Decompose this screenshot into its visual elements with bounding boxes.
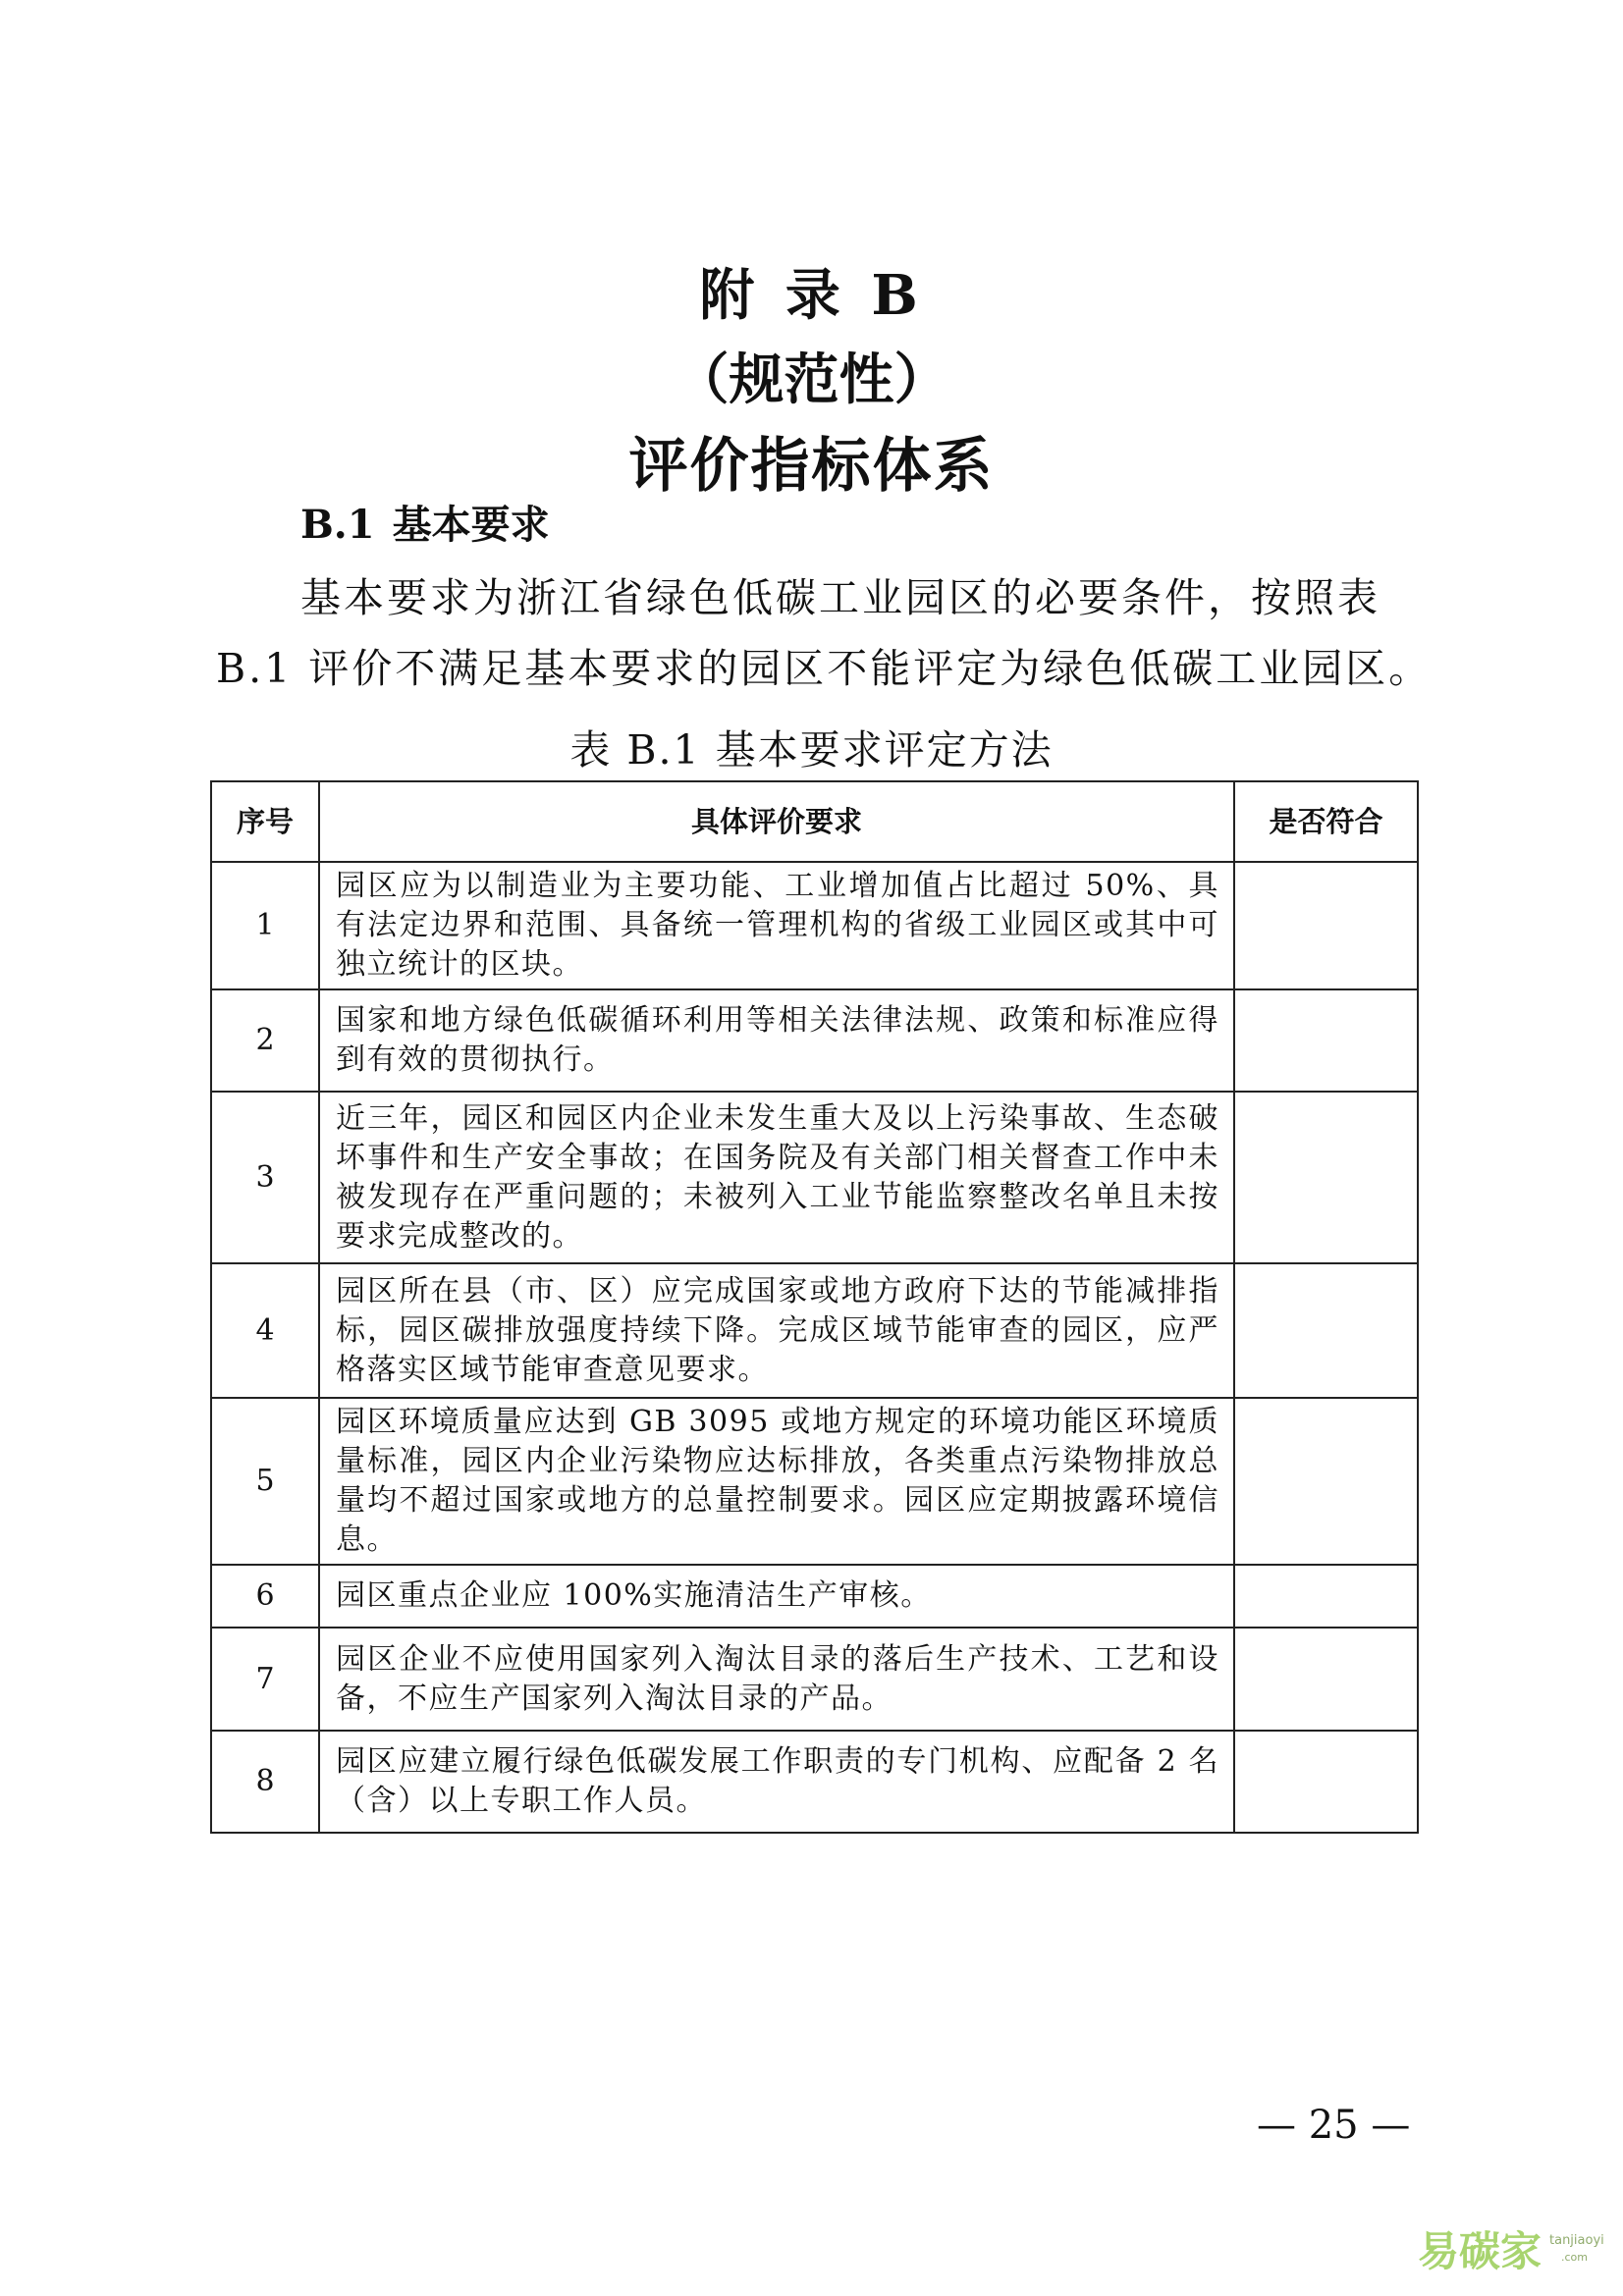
table-header-row bbox=[211, 781, 1418, 862]
row-compliance-cell bbox=[1234, 1092, 1418, 1263]
row-compliance-cell bbox=[1234, 1398, 1418, 1565]
appendix-title-line1: 附 录 B bbox=[699, 263, 924, 328]
row-number: 7 bbox=[211, 1628, 319, 1731]
row-compliance-cell bbox=[1234, 989, 1418, 1092]
row-compliance-cell bbox=[1234, 1628, 1418, 1731]
row-number: 1 bbox=[211, 862, 319, 989]
watermark-logo bbox=[1375, 2223, 1604, 2282]
row-requirement: 园区应为以制造业为主要功能、工业增加值占比超过 50%、具有法定边界和范围、具备统一管理机构的省级工业园区或其中可独立统计的区块。 bbox=[319, 862, 1234, 989]
paragraph-line1: 基本要求为浙江省绿色低碳工业园区的必要条件，按照表 bbox=[300, 574, 1380, 621]
table-row bbox=[211, 1731, 1418, 1833]
paragraph-line2: B.1 评价不满足基本要求的园区不能评定为绿色低碳工业园区。 bbox=[216, 645, 1433, 692]
page-number: — 25 — bbox=[1257, 2103, 1411, 2148]
row-number: 3 bbox=[211, 1092, 319, 1263]
section-number: B.1 bbox=[300, 502, 375, 548]
table-row bbox=[211, 989, 1418, 1092]
section-heading bbox=[300, 499, 550, 552]
table-row bbox=[211, 1092, 1418, 1263]
row-requirement: 近三年，园区和园区内企业未发生重大及以上污染事故、生态破坏事件和生产安全事故；在国务院及有关部门相关督查工作中未被发现存在严重问题的；未被列入工业节能监察整改名单且未按要求完成整改的。 bbox=[319, 1092, 1234, 1263]
row-compliance-cell bbox=[1234, 862, 1418, 989]
appendix-title-line3: 评价指标体系 bbox=[628, 432, 995, 501]
header-requirement: 具体评价要求 bbox=[319, 781, 1234, 862]
row-number: 2 bbox=[211, 989, 319, 1092]
row-number: 4 bbox=[211, 1263, 319, 1398]
table-row bbox=[211, 862, 1418, 989]
table-row bbox=[211, 1628, 1418, 1731]
appendix-title bbox=[0, 253, 1623, 510]
watermark-domain-suffix: .com bbox=[1561, 2251, 1588, 2264]
watermark-domain: tanjiaoyi bbox=[1549, 2233, 1604, 2248]
row-requirement: 园区重点企业应 100%实施清洁生产审核。 bbox=[319, 1565, 1234, 1628]
table-caption: 表 B.1 基本要求评定方法 bbox=[569, 726, 1054, 774]
table-row bbox=[211, 1263, 1418, 1398]
row-requirement: 园区企业不应使用国家列入淘汰目录的落后生产技术、工艺和设备，不应生产国家列入淘汰目录的产品。 bbox=[319, 1628, 1234, 1731]
watermark-logo-text: 易碳家 bbox=[1418, 2227, 1542, 2275]
requirements-table bbox=[210, 780, 1419, 1834]
section-heading-text: 基本要求 bbox=[392, 502, 550, 548]
header-serial: 序号 bbox=[211, 781, 319, 862]
row-requirement: 国家和地方绿色低碳循环利用等相关法律法规、政策和标准应得到有效的贯彻执行。 bbox=[319, 989, 1234, 1092]
table-row bbox=[211, 1565, 1418, 1628]
row-compliance-cell bbox=[1234, 1565, 1418, 1628]
row-requirement: 园区应建立履行绿色低碳发展工作职责的专门机构、应配备 2 名（含）以上专职工作人员。 bbox=[319, 1731, 1234, 1833]
table-row bbox=[211, 1398, 1418, 1565]
row-compliance-cell bbox=[1234, 1731, 1418, 1833]
header-compliance: 是否符合 bbox=[1234, 781, 1418, 862]
row-number: 8 bbox=[211, 1731, 319, 1833]
appendix-title-line2: （规范性） bbox=[674, 347, 949, 412]
row-requirement: 园区所在县（市、区）应完成国家或地方政府下达的节能减排指标，园区碳排放强度持续下降。完成区域节能审查的园区，应严格落实区域节能审查意见要求。 bbox=[319, 1263, 1234, 1398]
row-number: 6 bbox=[211, 1565, 319, 1628]
row-number: 5 bbox=[211, 1398, 319, 1565]
row-requirement: 园区环境质量应达到 GB 3095 或地方规定的环境功能区环境质量标准，园区内企业污染物应达标排放，各类重点污染物排放总量均不超过国家或地方的总量控制要求。园区应定期披露环境信息。 bbox=[319, 1398, 1234, 1565]
row-compliance-cell bbox=[1234, 1263, 1418, 1398]
